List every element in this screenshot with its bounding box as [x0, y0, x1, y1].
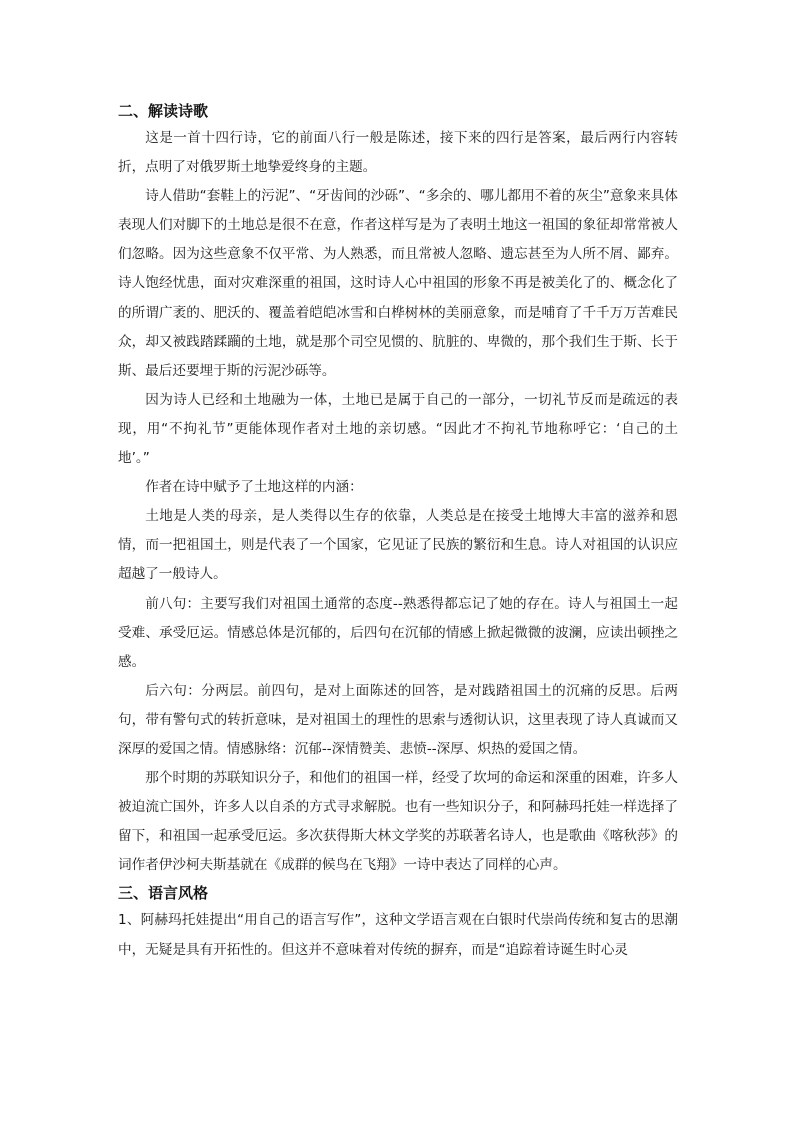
paragraph: 这是一首十四行诗，它的前面八行一般是陈述，接下来的四行是答案，最后两行内容转折，点明了对俄罗斯土地挚爱终身的主题。	[118, 130, 678, 176]
paragraph: 土地是人类的母亲，是人类得以生存的依靠，人类总是在接受土地博大丰富的滋养和恩情，而一把祖国土，则是代表了一个国家，它见证了民族的繁衍和生息。诗人对祖国的认识应超越了一般诗人。	[118, 508, 678, 583]
section-heading-language-style: 三、语言风格	[118, 884, 209, 903]
paragraph: 1、阿赫玛托娃提出“用自己的语言写作”，这种文学语言观在白银时代崇尚传统和复古的思潮中，无疑是具有开拓性的。但这并不意味着对传统的摒弃，而是“追踪着诗诞生时心灵	[118, 912, 678, 958]
paragraph: 因为诗人已经和土地融为一体，土地已是属于自己的一部分，一切礼节反而是疏远的表现，用“不拘礼节”更能体现作者对土地的亲切感。“因此才不拘礼节地称呼它：‘自己的土地’。”	[118, 391, 678, 467]
paragraph: 作者在诗中赋予了土地这样的内涵：	[145, 479, 363, 496]
paragraph: 前八句：主要写我们对祖国土通常的态度--熟悉得都忘记了她的存在。诗人与祖国土一起受难、承受厄运。情感总体是沉郁的，后四句在沉郁的情感上掀起微微的波澜，应读出顿挫之感。	[118, 595, 678, 670]
paragraph: 那个时期的苏联知识分子，和他们的祖国一样，经受了坎坷的命运和深重的困难，许多人被迫流亡国外，许多人以自杀的方式寻求解脱。也有一些知识分子，和阿赫玛托娃一样选择了留下，和祖国一起承受厄运。多次获得斯大林文学奖的苏联著名诗人，也是歌曲《喀秋莎》的词作者伊沙柯夫斯基就在《成群的候鸟在飞翔》一诗中表达了同样的心声。	[118, 770, 678, 874]
paragraph: 诗人借助“套鞋上的污泥”、“牙齿间的沙砾”、“多余的、哪儿都用不着的灰尘”意象来具体表现人们对脚下的土地总是很不在意，作者这样写是为了表明土地这一祖国的象征却常常被人们忽略。因为这些意象不仅平常、为人熟悉，而且常被人忽略、遗忘甚至为人所不屑、鄙弃。诗人饱经忧患，面对灾难深重的祖国，这时诗人心中祖国的形象不再是被美化了的、概念化了的所谓广袤的、肥沃的、覆盖着皑皑冰雪和白桦树林的美丽意象，而是哺育了千千万万苦难民众，却又被践踏蹂躏的土地，就是那个司空见惯的、肮脏的、卑微的，那个我们生于斯、长于斯、最后还要埋于斯的污泥沙砾等。	[118, 188, 678, 379]
section-heading-interpretation: 二、解读诗歌	[118, 102, 209, 120]
document-body	[118, 98, 678, 965]
paragraph: 后六句：分两层。前四句，是对上面陈述的回答，是对践踏祖国土的沉痛的反思。后两句，带有警句式的转折意味，是对祖国土的理性的思索与透彻认识，这里表现了诗人真诚而又深厚的爱国之情。情感脉络：沉郁--深情赞美、悲愤--深厚、炽热的爱国之情。	[118, 682, 678, 757]
